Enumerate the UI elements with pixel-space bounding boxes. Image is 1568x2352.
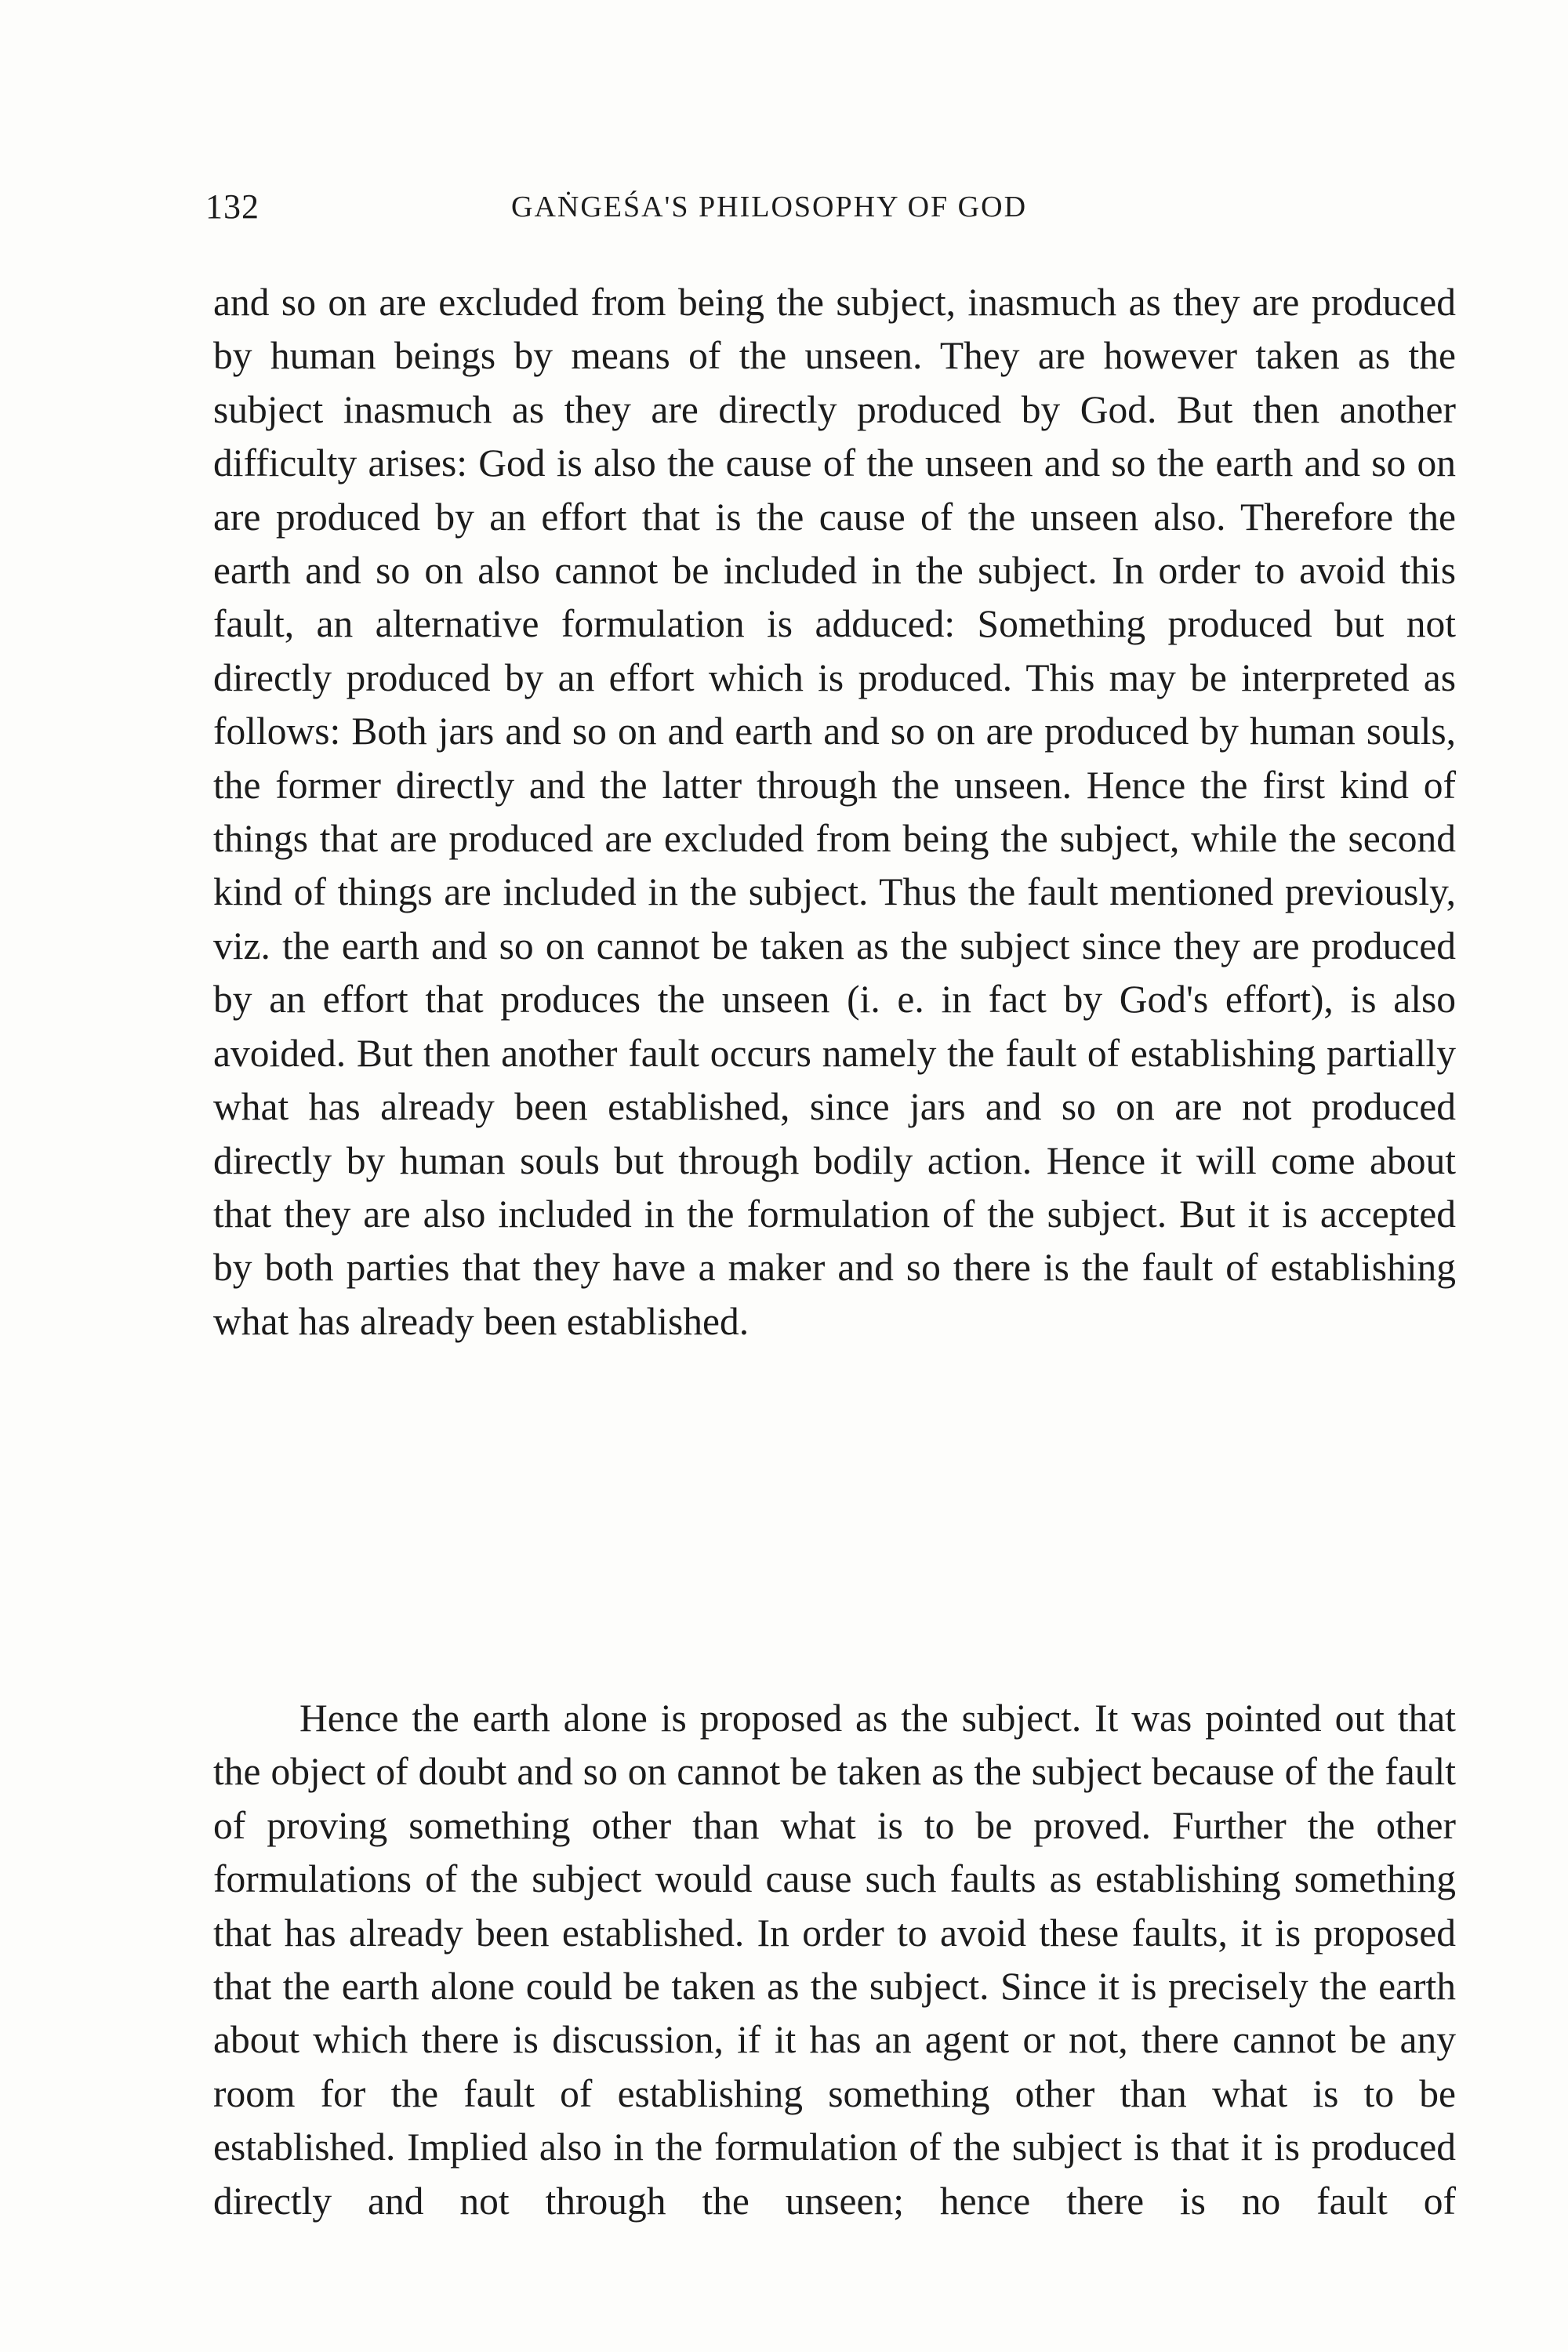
page-number: 132 bbox=[205, 187, 260, 226]
paragraph-text: Hence the earth alone is proposed as the subject. It was pointed out that the object of doubt and so on cannot be taken as the subject because of the fault of proving something other than what is to be proved. Further the other formulations of the subject would cause such faults as establishing something that has already been established. In order to avoid these faults, it is proposed that the earth alone could be taken as the subject. Since it is precisely the earth about which there is discussion, if it has an agent or not, there cannot be any room for the fault of establishing something other than what is to be established. Implied also in the formulation of the subject is that it is produced directly and not through the unseen; hence there is no fault of bbox=[213, 1697, 1456, 2223]
paragraph-continued bbox=[213, 276, 1456, 1617]
running-header bbox=[205, 187, 1460, 234]
paragraph-earth-as-subject bbox=[213, 1692, 1456, 2228]
paragraph-text: and so on are excluded from being the subject, inasmuch as they are produced by human beings by means of the unseen. They are however taken as the subject inasmuch as they are directly produced by God. But then another difficulty arises: God is also the cause of the unseen and so the earth and so on are produced by an effort that is the cause of the unseen also. Therefore the earth and so on also cannot be included in the subject. In order to avoid this fault, an alternative formulation is adduced: Something produced but not directly produced by an effort which is produced. This may be interpreted as follows: Both jars and so on and earth and so on are produced by human souls, the former directly and the latter through the unseen. Hence the first kind of things that are produced are excluded from being the subject, while the second kind of things are included in the subject. Thus the fault mentioned previously, viz. the earth and so on cannot be taken as the subject since they are produced by an effort that produces the unseen (i. e. in fact by God's effort), is also avoided. But then another fault occurs namely the fault of establishing partially what has already been established, since jars and so on are not produced directly by human souls but through bodily action. Hence it will come about that they are also included in the formulation of the subject. But it is accepted by both parties that they have a maker and so there is the fault of establishing what has already been established. bbox=[213, 281, 1456, 1343]
page-header-title: GAṄGEŚA'S PHILOSOPHY OF GOD bbox=[511, 191, 1028, 223]
body-text bbox=[213, 276, 1456, 2228]
